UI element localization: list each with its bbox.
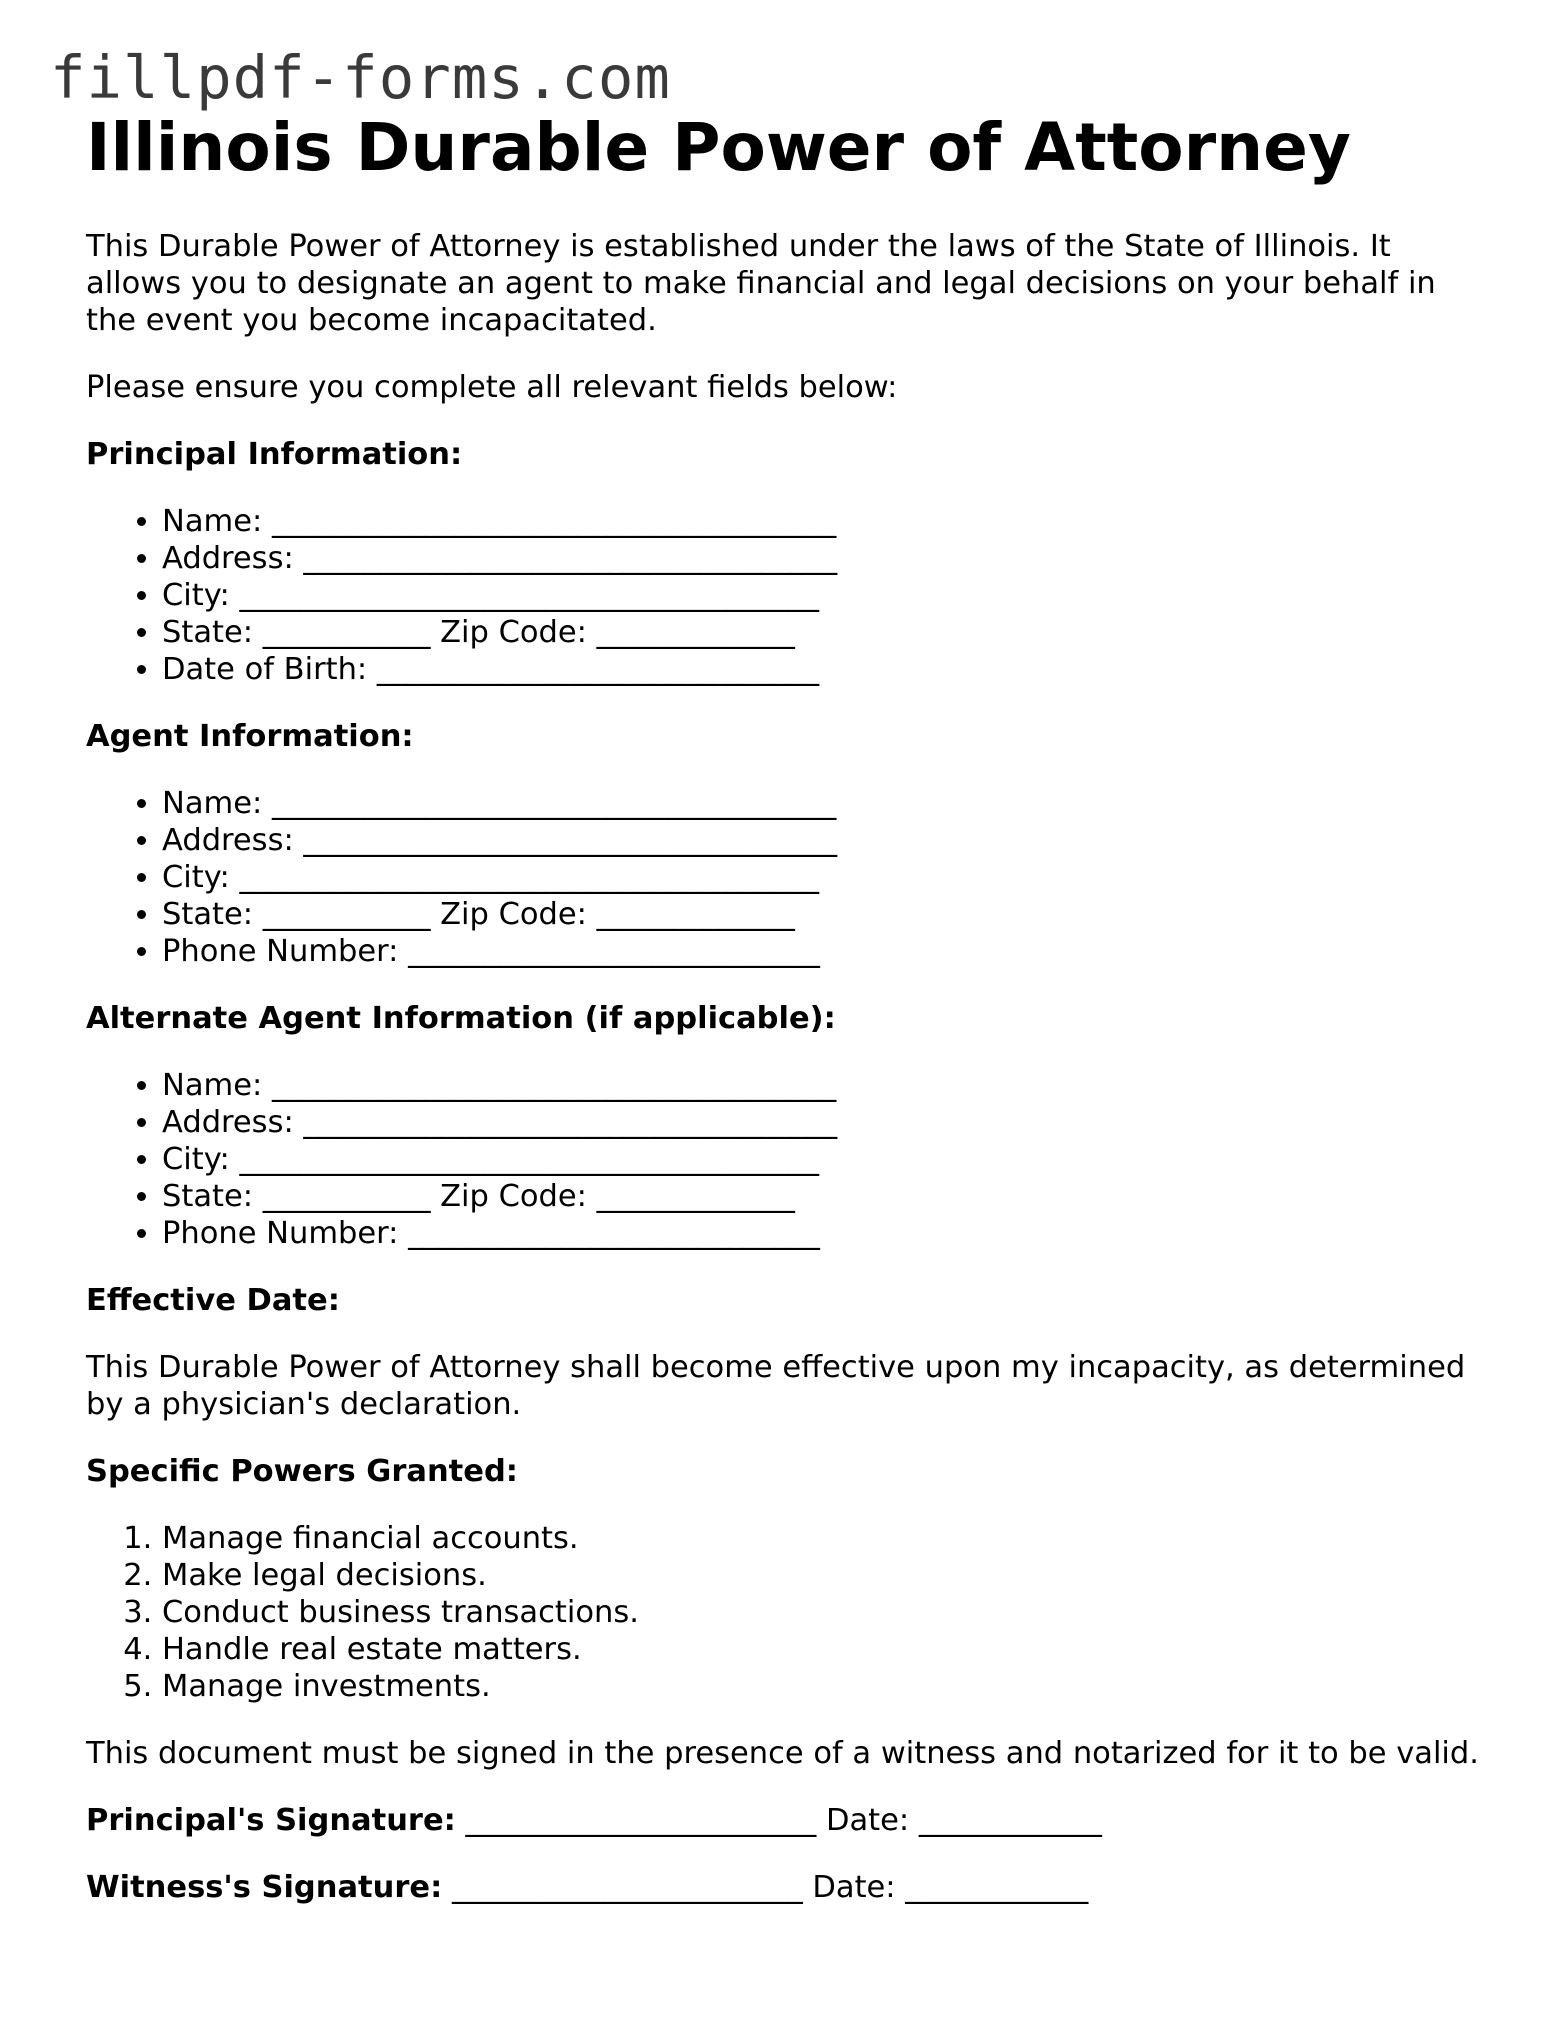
validity-note: This document must be signed in the presence of a witness and notarized for it to be valid. <box>86 1736 1479 1771</box>
principal-heading: Principal Information: <box>86 437 463 472</box>
alternate-agent-state-zip-field[interactable]: • State: ___________ Zip Code: _____________ <box>162 1178 1486 1215</box>
alternate-agent-address-field[interactable]: • Address: ___________________________________ <box>162 1104 1486 1141</box>
agent-city-field[interactable]: • City: ______________________________________ <box>162 859 1486 896</box>
alternate-agent-fields <box>86 1067 1486 1252</box>
powers-heading: Specific Powers Granted: <box>86 1454 518 1489</box>
power-item: 3. Conduct business transactions. <box>162 1594 1486 1631</box>
power-item: 2. Make legal decisions. <box>162 1557 1486 1594</box>
agent-heading: Agent Information: <box>86 719 414 754</box>
agent-phone-field[interactable]: • Phone Number: ___________________________ <box>162 933 1486 970</box>
powers-list <box>86 1520 1486 1705</box>
instruction-text: Please ensure you complete all relevant fields below: <box>86 370 898 405</box>
document-title: Illinois Durable Power of Attorney <box>86 109 1351 186</box>
witness-signature-row <box>86 1869 1486 1906</box>
agent-name-field[interactable]: • Name: _____________________________________ <box>162 785 1486 822</box>
power-item: 1. Manage financial accounts. <box>162 1520 1486 1557</box>
principal-fields <box>86 503 1486 688</box>
principal-signature-row <box>86 1802 1486 1839</box>
witness-signature-label: Witness's Signature: <box>86 1870 443 1905</box>
power-item: 4. Handle real estate matters. <box>162 1631 1486 1668</box>
document-page <box>86 108 1486 1906</box>
alternate-agent-phone-field[interactable]: • Phone Number: ___________________________ <box>162 1215 1486 1252</box>
effective-date-text: This Durable Power of Attorney shall become effective upon my incapacity, as determined by a physician's declaration. <box>86 1350 1466 1422</box>
principal-state-zip-field[interactable]: • State: ___________ Zip Code: _____________ <box>162 614 1486 651</box>
watermark: fillpdf-forms.com <box>50 43 671 112</box>
principal-dob-field[interactable]: • Date of Birth: _____________________________ <box>162 651 1486 688</box>
agent-address-field[interactable]: • Address: ___________________________________ <box>162 822 1486 859</box>
alternate-agent-heading: Alternate Agent Information (if applicable): <box>86 1001 836 1036</box>
alternate-agent-city-field[interactable]: • City: ______________________________________ <box>162 1141 1486 1178</box>
principal-signature-label: Principal's Signature: <box>86 1803 456 1838</box>
principal-signature-field[interactable]: _______________________ Date: ____________ <box>455 1803 1102 1838</box>
intro-paragraph: This Durable Power of Attorney is established under the laws of the State of Illinois. It allows you to designate an agent to make financial and legal decisions on your behalf in the event you become incapacitated. <box>86 229 1436 338</box>
principal-name-field[interactable]: • Name: _____________________________________ <box>162 503 1486 540</box>
agent-state-zip-field[interactable]: • State: ___________ Zip Code: _____________ <box>162 896 1486 933</box>
alternate-agent-name-field[interactable]: • Name: _____________________________________ <box>162 1067 1486 1104</box>
agent-fields <box>86 785 1486 970</box>
effective-date-heading: Effective Date: <box>86 1283 340 1318</box>
power-item: 5. Manage investments. <box>162 1668 1486 1705</box>
witness-signature-field[interactable]: _______________________ Date: ____________ <box>442 1870 1089 1905</box>
principal-city-field[interactable]: • City: ______________________________________ <box>162 577 1486 614</box>
principal-address-field[interactable]: • Address: ___________________________________ <box>162 540 1486 577</box>
